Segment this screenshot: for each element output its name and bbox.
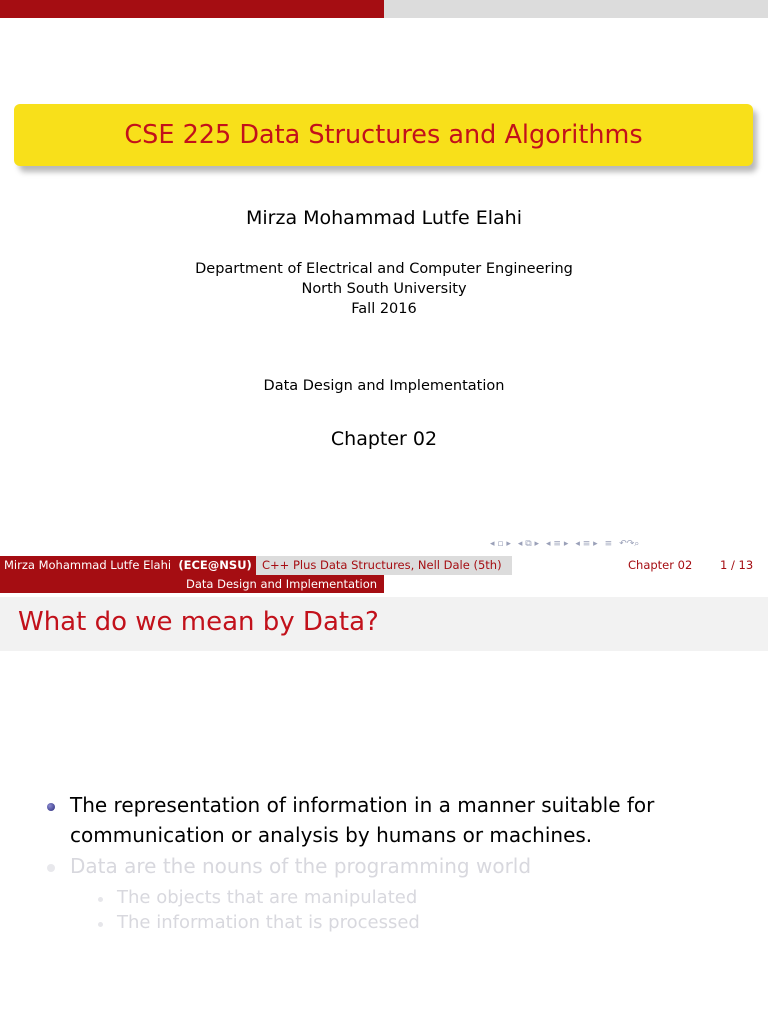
nav-frame-icon[interactable]: ◂ ⧉ ▸	[517, 539, 540, 549]
sub-bullet-text: The information that is processed	[117, 912, 420, 933]
nav-search-icon[interactable]: ↶↷⌕	[619, 539, 640, 549]
sub-bullet-icon	[98, 922, 103, 927]
bullet-icon	[47, 803, 55, 811]
bullet-text-line: The representation of information in a manner suitable for	[70, 793, 655, 817]
affiliation-term: Fall 2016	[351, 301, 417, 317]
nav-section-icon[interactable]: ◂ ≡ ▸	[575, 539, 598, 549]
slide-title: CSE 225 Data Structures and Algorithms	[124, 120, 643, 150]
affiliation	[0, 259, 768, 319]
chapter-label: Chapter 02	[330, 428, 438, 450]
footer-section: Data Design and Implementation	[186, 577, 378, 591]
nav-prev-icon[interactable]: ◂ ▫ ▸	[490, 539, 511, 549]
affiliation-department: Department of Electrical and Computer Engineering	[195, 261, 573, 277]
header-bar-left	[0, 0, 384, 18]
footer-institute: (ECE@NSU)	[178, 558, 252, 572]
sub-bullet-text: The objects that are manipulated	[117, 887, 418, 908]
title-box	[14, 104, 753, 166]
footer-chapter: Chapter 02	[628, 558, 693, 572]
bullet-text-faded: Data are the nouns of the programming world	[70, 854, 532, 878]
beamer-navigation	[490, 537, 639, 551]
footer-section-bar-right	[384, 575, 768, 593]
footer-author-name: Mirza Mohammad Lutfe Elahi	[4, 558, 172, 572]
nav-align-icon[interactable]: ≡	[604, 539, 613, 549]
bullet-text-line: communication or analysis by humans or machines.	[70, 823, 593, 847]
nav-subsection-icon[interactable]: ◂ ≡ ▸	[546, 539, 569, 549]
header-bar-right	[384, 0, 768, 18]
sub-bullet-icon	[98, 897, 103, 902]
bullet-icon	[47, 864, 55, 872]
slide-subtitle: Data Design and Implementation	[263, 378, 505, 394]
author-name: Mirza Mohammad Lutfe Elahi	[245, 207, 522, 229]
frame-title: What do we mean by Data?	[18, 607, 379, 637]
footer-book: C++ Plus Data Structures, Nell Dale (5th)	[262, 558, 502, 572]
footer-author	[4, 556, 252, 575]
affiliation-university: North South University	[301, 281, 467, 297]
footer-page-number: 1 / 13	[720, 558, 754, 572]
